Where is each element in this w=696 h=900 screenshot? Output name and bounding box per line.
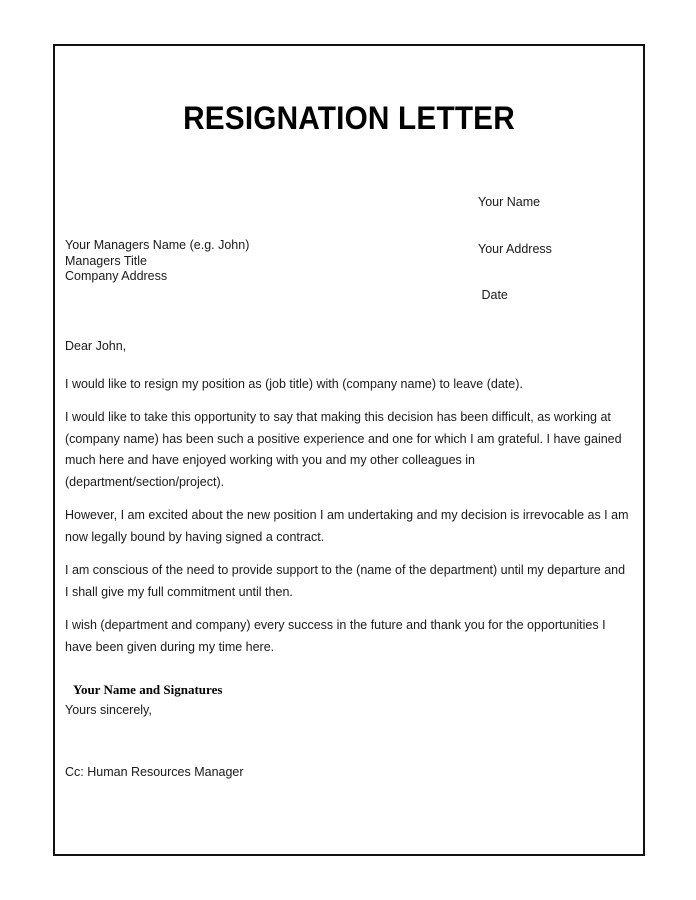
- recipient-title: Managers Title: [65, 253, 147, 268]
- sender-name: Your Name: [478, 195, 541, 209]
- signature-line: Your Name and Signatures: [73, 682, 223, 697]
- body-paragraph: I would like to take this opportunity to say that making this decision has been difficult, as working at (company name) has been such a positive experience and one for which I am grateful. I have gained much here and have enjoyed working with you and my other colleagues in (department/section/project).: [65, 410, 622, 489]
- letter-content-area: [65, 46, 633, 854]
- sender-address: Your Address: [478, 241, 552, 256]
- sender-address-block: [478, 164, 552, 335]
- body-paragraph: I wish (department and company) every success in the future and thank you for the opportunities I have been given during my time here.: [65, 618, 606, 654]
- body-paragraph: I am conscious of the need to provide support to the (name of the department) until my departure and I shall give my full commitment until then.: [65, 563, 626, 599]
- page-title: RESIGNATION LETTER: [183, 100, 515, 136]
- letter-body: [65, 336, 631, 722]
- letter-page-border: [53, 44, 645, 856]
- recipient-address-block: [65, 238, 249, 285]
- salutation: Dear John,: [65, 339, 127, 353]
- cc-line: Cc: Human Resources Manager: [65, 765, 244, 779]
- body-paragraph: However, I am excited about the new position I am undertaking and my decision is irrevocable as I am now legally bound by having signed a contract.: [65, 508, 629, 544]
- recipient-address: Company Address: [65, 269, 168, 283]
- body-paragraph: I would like to resign my position as (job title) with (company name) to leave (date).: [65, 376, 523, 391]
- sender-date: Date: [478, 288, 508, 302]
- closing-line: Yours sincerely,: [65, 703, 152, 717]
- recipient-name: Your Managers Name (e.g. John): [65, 238, 250, 252]
